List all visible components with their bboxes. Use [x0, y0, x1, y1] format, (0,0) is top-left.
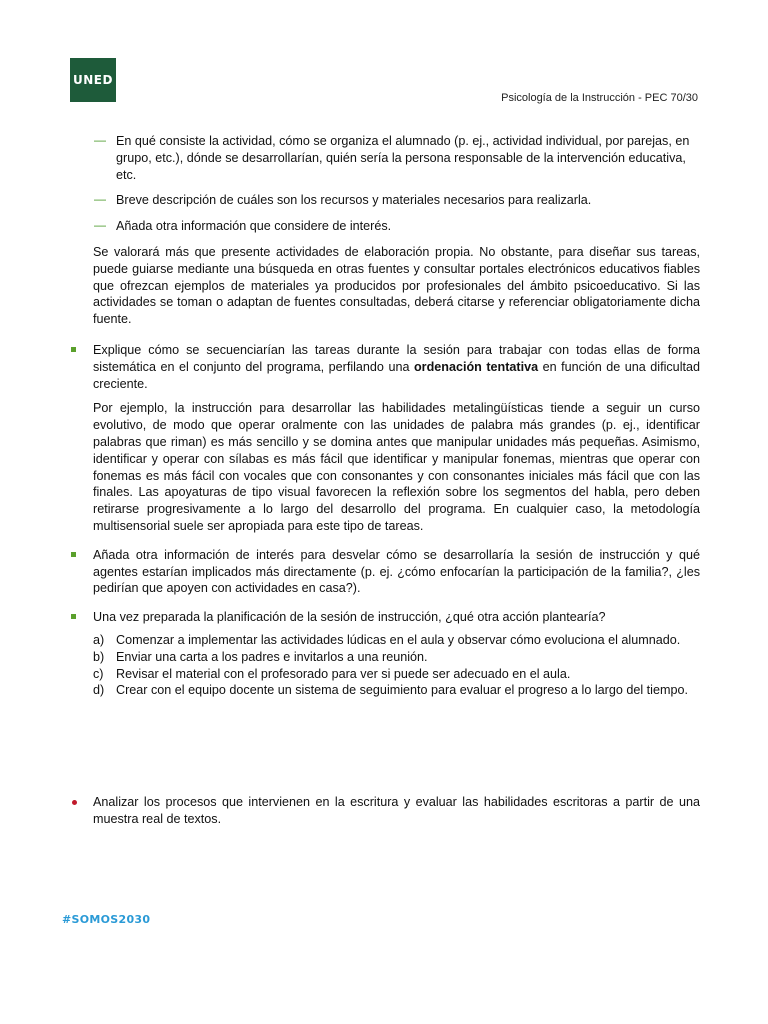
- option-item: d) Crear con el equipo docente un sistema de seguimiento para evaluar el progreso a lo largo del tiempo.: [93, 683, 688, 698]
- dash-bullet-icon: —: [94, 192, 106, 207]
- dash-bullet-icon: —: [94, 218, 106, 233]
- square-bullet-icon: [71, 347, 76, 352]
- uned-logo: UNED: [70, 58, 116, 102]
- square-bullet-icon: [71, 614, 76, 619]
- option-item: a) Comenzar a implementar las actividades lúdicas en el aula y observar cómo evoluciona el alumnado.: [93, 632, 681, 647]
- dash-bullet-icon: —: [94, 133, 106, 147]
- emphasis-text: ordenación tentativa: [413, 359, 539, 374]
- option-item: c) Revisar el material con el profesorado para ver si puede ser adecuado en el aula.: [93, 666, 571, 681]
- dash-list-item: — Breve descripción de cuáles son los recursos y materiales necesarios para realizarla.: [94, 192, 592, 208]
- dash-list-item: — Añada otra información que considere de interés.: [94, 218, 392, 234]
- dash-list-item: — En qué consiste la actividad, cómo se organiza el alumnado (p. ej., actividad individual, por parejas, en grupo, etc.), dónde se desarrollarían, quién sería la persona responsable de la intervención educativa, etc.: [94, 133, 690, 182]
- round-bullet-icon: [72, 800, 77, 805]
- page-content: [70, 133, 700, 711]
- option-item: b) Enviar una carta a los padres e invitarlos a una reunión.: [93, 649, 428, 664]
- example-paragraph: Por ejemplo, la instrucción para desarrollar las habilidades metalingüísticas tiende a seguir un curso evolutivo, de modo que operar oralmente con las unidades de palabra más grandes (p. ej., identificar palabras que riman) es más sencillo y se domina antes que manipular unidades más pequeñas. Asimismo, identificar y operar con sílabas es más fácil que identificar y manipular fonemas, mientras que operar con fonemas es más fácil con vocales que con consonantes y con consonantes iniciales más fácil que con las finales. Las apoyaturas de tipo visual favorecen la reflexión sobre los segmentos del habla, pero deben retirarse progresivamente a lo largo del desarrollo del programa. En cualquier caso, la metodología multisensorial suele ser apropiada para este tipo de tareas.: [93, 401, 700, 533]
- sequence-list-item: Explique cómo se secuenciarían las tareas durante la sesión para trabajar con todas ellas de forma sistemática en el conjunto del programa, perfilando una ordenación tentativa en función de una dificultad creciente.: [70, 342, 700, 392]
- info-list-item: Añada otra información de interés para desvelar cómo se desarrollaría la sesión de instrucción y qué agentes estarían implicados más directamente (p. ej. ¿cómo enfocarían la participación de la familia?, ¿les pedirían que apoyen con actividades en casa?).: [70, 547, 700, 597]
- hashtag-footer: #SOMOS2030: [62, 913, 151, 926]
- writing-list-item: Analizar los procesos que intervienen en la escritura y evaluar las habilidades escritoras a partir de una muestra real de textos.: [70, 794, 700, 828]
- question-list-item: Una vez preparada la planificación de la sesión de instrucción, ¿qué otra acción plantearía?: [70, 609, 700, 626]
- header-title: Psicología de la Instrucción - PEC 70/30: [501, 92, 698, 104]
- square-bullet-icon: [71, 552, 76, 557]
- own-activities-paragraph: Se valorará más que presente actividades de elaboración propia. No obstante, para diseñar sus tareas, puede guiarse mediante una búsqueda en otras fuentes y consultar portales electrónicos educativos fiables que ofrezcan ejemplos de materiales ya producidos por profesionales del ámbito psicoeducativo. Si las actividades se toman o adaptan de fuentes consultadas, deberá citarse y referenciar obligatoriamente dicha fuente.: [93, 244, 700, 327]
